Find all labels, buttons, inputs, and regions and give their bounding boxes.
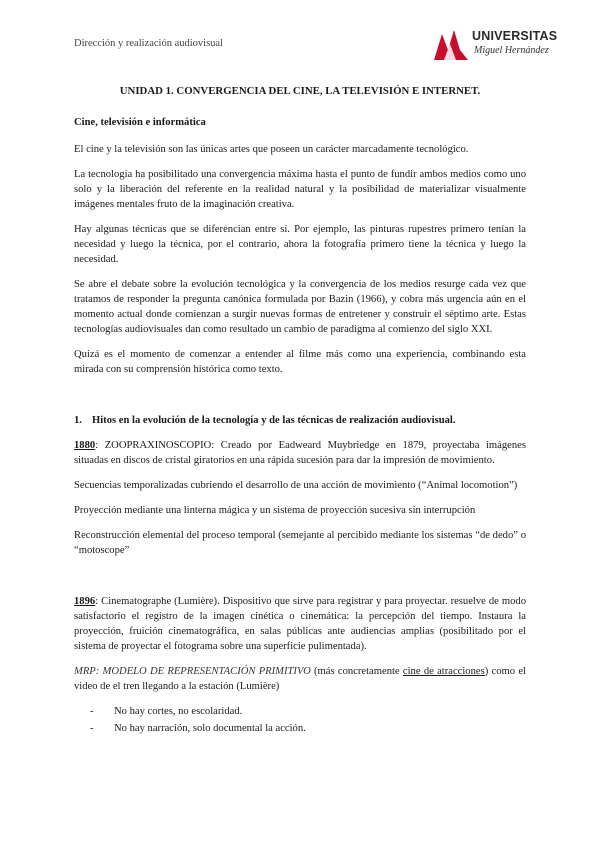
- heading-1: [74, 413, 526, 428]
- running-header: Dirección y realización audiovisual: [74, 38, 223, 49]
- university-logo: [434, 28, 558, 62]
- list-dash: -: [90, 706, 94, 717]
- paragraph-2: La tecnología ha posibilitado una convergencia máxima hasta el punto de fundir ambos medios como uno solo y la liberación del referente en la realidad natural y la posibilidad de materializar visualmente imágenes mentales fruto de la imaginación creativa.: [74, 169, 526, 210]
- paragraph-1880: [74, 438, 526, 468]
- paragraph-mrp: [74, 664, 526, 694]
- paragraph-1896-text: : Cinematographe (Lumière). Dispositivo que sirve para registrar y para proyectar. resuelve de modo satisfactorio el registro de la imagen cinética o cinemática: la percepción del tiempo. Instaura la proyección, fruición cinematográfica, en salas públicas ante audiencias amplias (posibilitado por el sistema de proyectar el fotograma sobre una superficie pulimentada).: [74, 596, 526, 652]
- paragraph-8: Proyección mediante una linterna mágica y un sistema de proyección sucesiva sin interrupción: [74, 505, 476, 516]
- list-item-text: No hay cortes, no escolaridad.: [114, 706, 243, 717]
- mrp-end: ) como el video de el tren llegando a la estación (Lumière): [74, 666, 526, 692]
- document-body: [74, 84, 526, 738]
- mrp-label: MRP: MODELO DE REPRESENTACIÓN PRIMITIVO: [74, 666, 311, 677]
- spacer: [74, 568, 526, 594]
- year-1896: 1896: [74, 596, 96, 607]
- paragraph-9: Reconstrucción elemental del proceso temporal (semejante al percibido mediante los sistemas “de dedo” o “motoscope”: [74, 530, 526, 556]
- logo-line1: UNIVERSITAS: [472, 29, 558, 43]
- paragraph-3: Hay algunas técnicas que se diferencian entre sí. Por ejemplo, las pinturas rupestres primero tenían la necesidad y luego la técnica, por el contrario, ahora la fotografía primero tiene la técnica y luego la necesidad.: [74, 224, 526, 265]
- list-item-text: No hay narración, solo documental la acción.: [114, 723, 306, 734]
- list-item: [90, 721, 526, 736]
- paragraph-1: El cine y la televisión son las únicas artes que poseen un carácter marcadamente tecnológico.: [74, 144, 469, 155]
- heading-1-text: Hitos en la evolución de la tecnología y de las técnicas de realización audiovisual.: [92, 415, 456, 426]
- list-dash: -: [90, 723, 94, 734]
- mrp-mid: (más concretamente: [310, 666, 403, 677]
- spacer: [74, 387, 526, 413]
- features-list: [74, 704, 526, 736]
- unit-title: UNIDAD 1. CONVERGENCIA DEL CINE, LA TELEVISIÓN E INTERNET.: [119, 85, 481, 97]
- section-title: Cine, televisión e informática: [74, 117, 206, 128]
- paragraph-4: Se abre el debate sobre la evolución tecnológica y la convergencia de los medios resurge cada vez que tratamos de responder la pregunta canónica formulada por Bazin (1966), y cobra más urgencia aún en el momento actual donde comienzan a surgir nuevas formas de entretener y construir el séptimo arte. Estas tecnologías audiovisuales dan como resultado un cambio de paradigma al comienzo del siglo XXI.: [74, 279, 526, 335]
- heading-1-number: 1.: [74, 415, 82, 426]
- paragraph-5: Quizá es el momento de comenzar a entender al filme más como una experiencia, combinando esta mirada con su comprensión histórica como texto.: [74, 349, 526, 375]
- list-item: [90, 704, 526, 719]
- paragraph-1880-text: : ZOOPRAXINOSCOPIO: Creado por Eadweard Muybriedge en 1879, proyectaba imágenes situadas en discos de cristal giratorios en una rápida sucesión para dar la impresión de movimiento.: [74, 440, 526, 466]
- paragraph-1896: [74, 594, 526, 654]
- year-1880: 1880: [74, 440, 96, 451]
- paragraph-7: Secuencias temporalizadas cubriendo el desarrollo de una acción de movimiento (“Animal locomotion”): [74, 480, 518, 491]
- cine-atracciones-link: cine de atracciones: [402, 666, 485, 677]
- logo-line2: Miguel Hernández: [474, 45, 549, 56]
- umh-logo-icon: [434, 28, 468, 60]
